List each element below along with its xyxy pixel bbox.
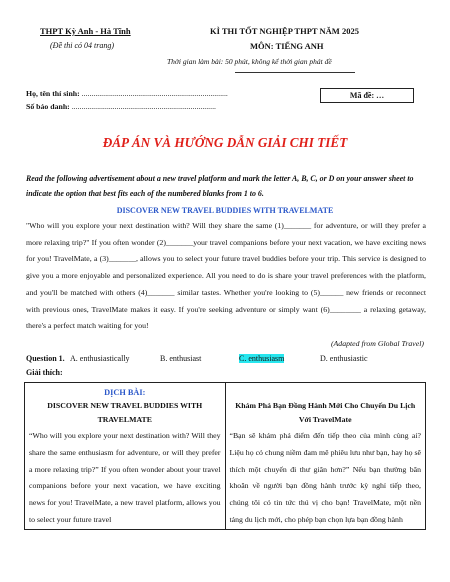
option-c-correct[interactable]: C. enthusiasm bbox=[239, 354, 285, 363]
translation-header: DỊCH BÀI: bbox=[104, 388, 146, 397]
option-b[interactable]: B. enthusiast bbox=[160, 354, 202, 363]
translation-header-cell bbox=[25, 383, 226, 530]
candidate-number-line bbox=[26, 102, 216, 111]
question-label: Question 1. bbox=[26, 354, 65, 363]
page-count-note: (Đề thi có 04 trang) bbox=[50, 41, 114, 50]
source-note: (Adapted from Global Travel) bbox=[330, 339, 424, 348]
time-note: Thời gian làm bài: 50 phút, không kể thời gian phát đề bbox=[167, 57, 332, 66]
option-d[interactable]: D. enthusiastic bbox=[320, 354, 368, 363]
vietnamese-title: Khám Phá Bạn Đồng Hành Mới Cho Chuyến Du Lịch Với TravelMate bbox=[235, 401, 416, 424]
candidate-name-label: Họ, tên thí sinh: bbox=[26, 89, 80, 98]
instruction-text: Read the following advertisement about a new travel platform and mark the letter A, B, C, or D on your answer sheet to indicate the option that best fits each of the numbered blanks from 1 to 6. bbox=[26, 174, 414, 198]
english-body: “Who will you explore your next destination with? Will they share the same enthusiasm for adventure, or will they prefer a more relaxing trip?” If you often wonder about your travel companions before your next vacation, we have exciting news for you! TravelMate, a new travel platform, allows you to select your future travel bbox=[29, 431, 221, 524]
passage-body bbox=[26, 218, 426, 335]
explanation-label: Giải thích: bbox=[26, 368, 63, 377]
exam-code-box: Mã đề: … bbox=[320, 88, 414, 103]
candidate-name-line bbox=[26, 89, 228, 98]
candidate-name-dots: ........................................................................... bbox=[79, 89, 228, 98]
candidate-number-label: Số báo danh: bbox=[26, 102, 70, 111]
subject-title: MÔN: TIẾNG ANH bbox=[250, 41, 324, 51]
exam-title: KÌ THI TỐT NGHIỆP THPT NĂM 2025 bbox=[210, 26, 359, 36]
passage-text: "Who will you explore your next destination with? Will they share the same (1)_______ for adventure, or will they prefer a more relaxing trip?" If you often wonder (2)_______your travel companions before your next vacation, we have exciting news for you! TravelMate, a (3)_______, allows you to select your future travel buddies before your trip. This service is designed to give you a more enjoyable and personalized experience. All you need to do is share your travel preferences with the platform, and you'll be matched with others (4)_______ similar tastes. Whether you're looking to (5)______ new friends or reconnect with previous ones, TravelMate makes it easy. If you're seeking adventure or simply want (6)________ a relaxing getaway, there's a perfect match waiting for you! bbox=[26, 221, 426, 331]
english-title: DISCOVER NEW TRAVEL BUDDIES WITH TRAVELMATE bbox=[47, 401, 203, 424]
answer-key-title: ĐÁP ÁN VÀ HƯỚNG DẪN GIẢI CHI TIẾT bbox=[102, 135, 348, 150]
vietnamese-spacer bbox=[230, 386, 422, 399]
passage-title: DISCOVER NEW TRAVEL BUDDIES WITH TRAVELMATE bbox=[116, 206, 334, 215]
vietnamese-cell bbox=[225, 383, 426, 530]
option-a[interactable]: A. enthusiastically bbox=[70, 354, 130, 363]
translation-table bbox=[24, 382, 426, 530]
school-name: THPT Kỳ Anh - Hà Tĩnh bbox=[40, 26, 131, 36]
header-divider bbox=[235, 72, 355, 73]
vietnamese-body: “Bạn sẽ khám phá điểm đến tiếp theo của mình cùng ai? Liệu họ có chung niềm đam mê phiêu lưu như bạn, hay họ sẽ thích một chuyến đi thư giãn hơn?” Nếu bạn thường băn khoăn về người bạn đồng hành trước kỳ nghỉ tiếp theo, chúng tôi có tin tức thú vị cho bạn! TravelMate, một nền tảng du lịch mới, cho phép bạn chọn lựa bạn đồng hành bbox=[229, 431, 421, 524]
candidate-number-dots: .......................................................................... bbox=[69, 102, 216, 111]
